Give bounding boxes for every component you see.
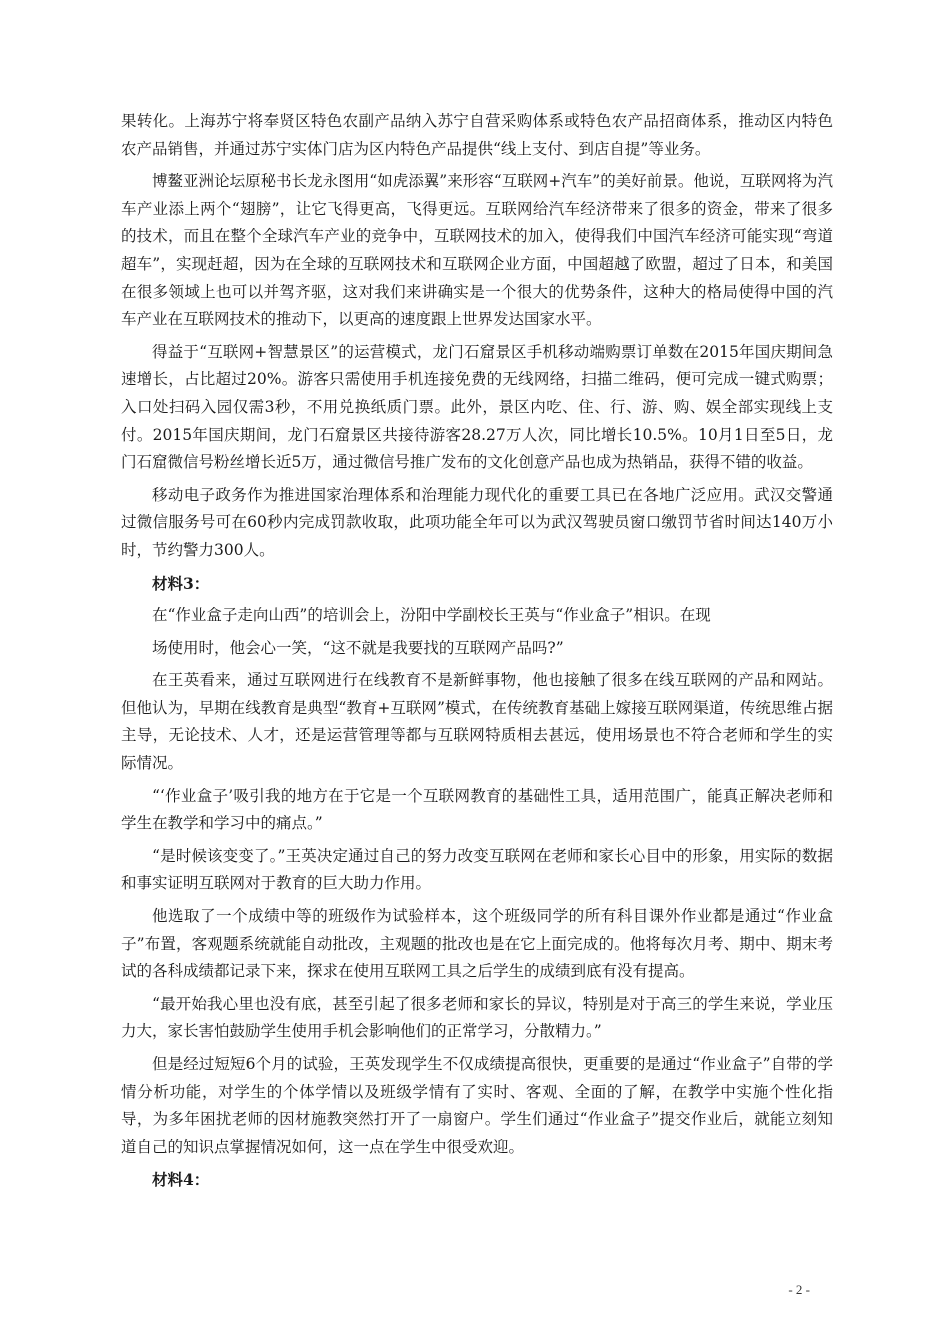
paragraph: 但是经过短短6个月的试验，王英发现学生不仅成绩提高很快，更重要的是通过“作业盒子”自带的学情分析功能，对学生的个体学情以及班级学情有了实时、客观、全面的了解，在教学中实施个性化指导，为多年困扰老师的因材施教突然打开了一扇窗户。学生们通过“作业盒子”提交作业后，就能立刻知道自己的知识点掌握情况如何，这一点在学生中很受欢迎。 [121,1055,833,1156]
paragraph: “‘作业盒子’吸引我的地方在于它是一个互联网教育的基础性工具，适用范围广，能真正解决老师和学生在教学和学习中的痛点。” [121,786,833,833]
paragraph: 得益于“互联网+智慧景区”的运营模式，龙门石窟景区手机移动端购票订单数在2015年国庆期间急速增长，占比超过20%。游客只需使用手机连接免费的无线网络，扫描二维码，便可完成一键式购票；入口处扫码入园仅需3秒，不用兑换纸质门票。此外，景区内吃、住、行、游、购、娱全部实现线上支付。2015年国庆期间，龙门石窟景区共接待游客28.27万人次，同比增长10.5%。10月1日至5日，龙门石窟微信号粉丝增长近5万，通过微信号推广发布的文化创意产品也成为热销品，获得不错的收益。 [121,342,833,472]
paragraph: 在“作业盒子走向山西”的培训会上，汾阳中学副校长王英与“作业盒子”相识。在现 [152,606,711,625]
paragraph: 场使用时，他会心一笑，“这不就是我要找的互联网产品吗?” [152,638,564,657]
paragraph: 移动电子政务作为推进国家治理体系和治理能力现代化的重要工具已在各地广泛应用。武汉交警通过微信服务号可在60秒内完成罚款收取，此项功能全年可以为武汉驾驶员窗口缴罚节省时间达140万小时，节约警力300人。 [121,485,833,559]
document-body [121,108,833,1199]
paragraph: 他选取了一个成绩中等的班级作为试验样本，这个班级同学的所有科目课外作业都是通过“作业盒子”布置，客观题系统就能自动批改，主观题的批改也是在它上面完成的。他将每次月考、期中、期末考试的各科成绩都记录下来，探求在使用互联网工具之后学生的成绩到底有没有提高。 [121,907,833,981]
section-heading: 材料4： [152,1170,210,1190]
paragraph: 博鳌亚洲论坛原秘书长龙永图用“如虎添翼”来形容“互联网+汽车”的美好前景。他说，互联网将为汽车产业添上两个“翅膀”，让它飞得更高，飞得更远。互联网给汽车经济带来了很多的资金，带来了很多的技术，而且在整个全球汽车产业的竞争中，互联网技术的加入，使得我们中国汽车经济可能实现“弯道超车”，实现赶超，因为在全球的互联网技术和互联网企业方面，中国超越了欧盟，超过了日本，和美国在很多领域上也可以并驾齐驱，这对我们来讲确实是一个很大的优势条件，这种大的格局使得中国的汽车产业在互联网技术的推动下，以更高的速度跟上世界发达国家水平。 [121,172,833,329]
page-number: - 2 - [788,1282,810,1297]
paragraph: 在王英看来，通过互联网进行在线教育不是新鲜事物，他也接触了很多在线互联网的产品和网站。但他认为，早期在线教育是典型“教育+互联网”模式，在传统教育基础上嫁接互联网渠道，传统思维占据主导，无论技术、人才，还是运营管理等都与互联网特质相去甚远，使用场景也不符合老师和学生的实际情况。 [121,671,833,773]
section-heading: 材料3： [152,573,210,593]
paragraph: “是时候该变变了。”王英决定通过自己的努力改变互联网在老师和家长心目中的形象，用实际的数据和事实证明互联网对于教育的巨大助力作用。 [121,846,833,893]
paragraph: “最开始我心里也没有底，甚至引起了很多老师和家长的异议，特别是对于高三的学生来说，学业压力大，家长害怕鼓励学生使用手机会影响他们的正常学习，分散精力。” [121,994,833,1041]
paragraph: 果转化。上海苏宁将奉贤区特色农副产品纳入苏宁自营采购体系或特色农产品招商体系，推动区内特色农产品销售，并通过苏宁实体门店为区内特色产品提供“线上支付、到店自提”等业务。 [121,112,833,158]
